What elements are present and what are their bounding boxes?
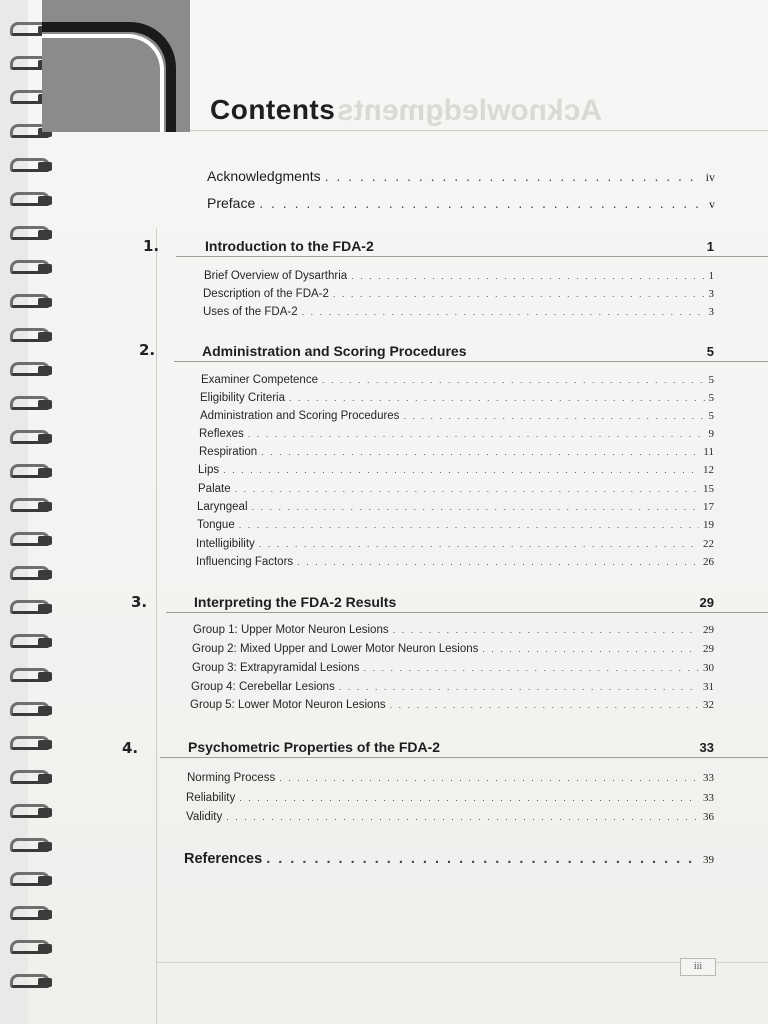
spiral-ring [0, 906, 64, 924]
spiral-ring [0, 770, 64, 788]
toc-entry[interactable]: Group 3: Extrapyramidal Lesions . . . 30 [192, 662, 714, 674]
spiral-ring [0, 430, 64, 448]
page-title: Contents [210, 94, 336, 125]
spiral-ring [0, 532, 64, 550]
toc-entry[interactable]: Reflexes . . . 9 [199, 428, 714, 440]
spiral-ring [0, 702, 64, 720]
toc-entry[interactable]: Eligibility Criteria . . . 5 [200, 392, 714, 404]
header-rule [190, 130, 768, 131]
toc-entry[interactable]: Influencing Factors . . . 26 [196, 556, 714, 568]
footer-rule [156, 962, 768, 963]
show-through-heading: Acknowledgments [336, 94, 602, 127]
toc-entry[interactable]: Tongue . . . 19 [197, 519, 714, 531]
spiral-ring [0, 838, 64, 856]
toc-entry-preface[interactable]: Preface . . . v [207, 195, 715, 212]
spiral-ring [0, 328, 64, 346]
toc-entry[interactable]: Norming Process . . . 33 [187, 772, 714, 784]
spiral-ring [0, 226, 64, 244]
toc-entry[interactable]: Respiration . . . 11 [199, 446, 714, 458]
toc-entry[interactable]: Brief Overview of Dysarthria . . . 1 [204, 270, 714, 282]
chapter-number: 4. [122, 739, 139, 757]
toc-entry[interactable]: Validity . . . 36 [186, 811, 714, 823]
toc-entry[interactable]: Administration and Scoring Procedures . . . 5 [200, 410, 714, 422]
spiral-ring [0, 974, 64, 992]
margin-rule [156, 228, 157, 1024]
toc-entry-acknowledgments[interactable]: Acknowledgments . . . iv [207, 168, 715, 185]
toc-entry[interactable]: Intelligibility . . . 22 [196, 538, 714, 550]
chapter-heading[interactable]: Administration and Scoring Procedures 5 [174, 343, 768, 362]
chapter-heading[interactable]: Introduction to the FDA-2 1 [176, 238, 768, 257]
spiral-ring [0, 362, 64, 380]
toc-entry[interactable]: Group 4: Cerebellar Lesions . . . 31 [191, 681, 714, 693]
toc-entry[interactable]: Laryngeal . . . 17 [197, 501, 714, 513]
toc-entry[interactable]: Group 2: Mixed Upper and Lower Motor Neuron Lesions . . . 29 [192, 643, 714, 655]
spiral-ring [0, 192, 64, 210]
spiral-ring [0, 566, 64, 584]
toc-entry[interactable]: Description of the FDA-2 . . . 3 [203, 288, 714, 300]
toc-entry[interactable]: Reliability . . . 33 [186, 792, 714, 804]
page-number: iii [680, 958, 716, 976]
chapter-number: 2. [139, 341, 156, 359]
toc-entry[interactable]: Palate . . . 15 [198, 483, 714, 495]
toc-entry[interactable]: Group 5: Lower Motor Neuron Lesions . . . 32 [190, 699, 714, 711]
toc-entry[interactable]: Lips . . . 12 [198, 464, 714, 476]
toc-entry[interactable]: Group 1: Upper Motor Neuron Lesions . . . 29 [193, 624, 714, 636]
toc-entry-references[interactable]: References . . . 39 [184, 851, 714, 867]
spiral-ring [0, 396, 64, 414]
spiral-ring [0, 260, 64, 278]
spiral-ring [0, 464, 64, 482]
chapter-heading[interactable]: Interpreting the FDA-2 Results 29 [166, 594, 768, 613]
chapter-number: 3. [131, 593, 148, 611]
spiral-ring [0, 804, 64, 822]
spiral-ring [0, 634, 64, 652]
spiral-ring [0, 600, 64, 618]
spiral-ring [0, 668, 64, 686]
spiral-ring [0, 736, 64, 754]
chapter-number: 1. [143, 237, 160, 255]
spiral-ring [0, 294, 64, 312]
chapter-heading[interactable]: Psychometric Properties of the FDA-2 33 [160, 739, 768, 758]
spiral-ring [0, 940, 64, 958]
toc-entry[interactable]: Uses of the FDA-2 . . . 3 [203, 306, 714, 318]
toc-entry[interactable]: Examiner Competence . . . 5 [201, 374, 714, 386]
spiral-ring [0, 158, 64, 176]
spiral-ring [0, 872, 64, 890]
spiral-ring [0, 498, 64, 516]
corner-tab-graphic [42, 0, 190, 132]
